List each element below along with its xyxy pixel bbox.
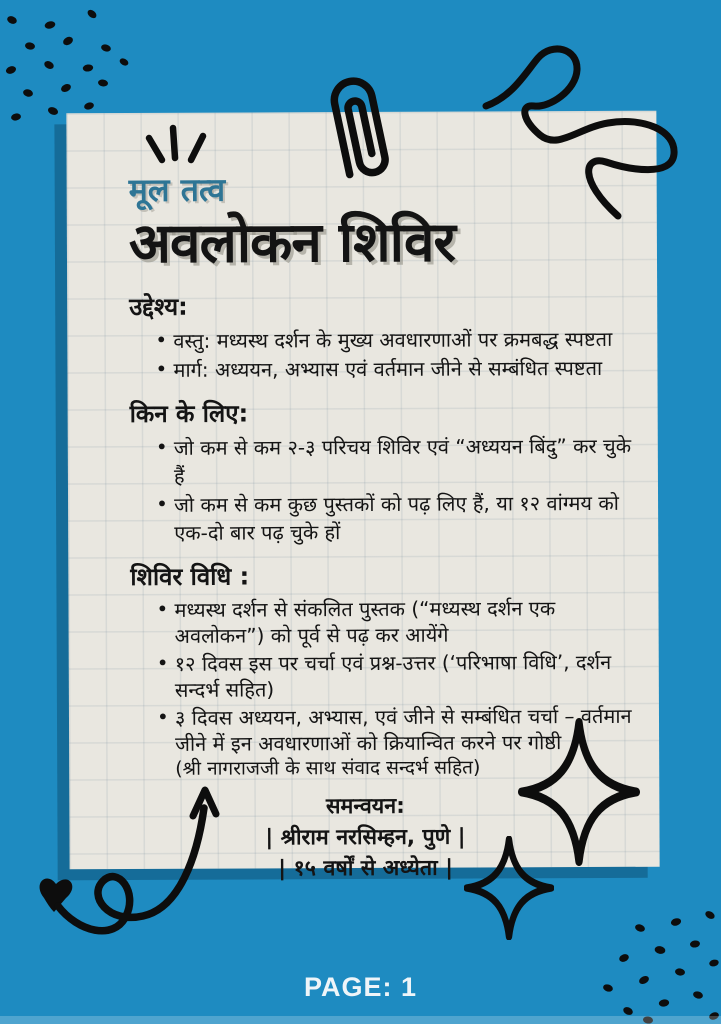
bullet-list xyxy=(129,325,639,384)
section-audience xyxy=(130,397,641,547)
list-item-text: ३ दिवस अध्ययन, अभ्यास, एवं जीने से सम्बंधित चर्चा – वर्तमान जीने में इन अवधारणाओं को क्रियान्वित करने पर गोष्ठी xyxy=(174,703,632,756)
coordinator-heading: समन्वयन: xyxy=(325,793,405,820)
list-item xyxy=(157,703,641,782)
section-heading: शिविर विधि : xyxy=(130,562,250,592)
kicker-text: मूल तत्व xyxy=(128,170,226,210)
list-item: • जो कम से कम २-३ परिचय शिविर एवं “अध्ययन बिंदु” कर चुके हैं xyxy=(156,432,640,490)
list-item-note: (श्री नागराजजी के साथ संवाद सन्दर्भ सहित) xyxy=(175,756,481,780)
list-item: • मध्यस्थ दर्शन से संकलित पुस्तक (“मध्यस्थ दर्शन एक अवलोकन”) को पूर्व से पढ़ कर आयेंगे xyxy=(156,595,640,649)
section-heading: किन के लिए: xyxy=(129,399,249,429)
list-item: • जो कम से कम कुछ पुस्तकों को पढ़ लिए हैं, या १२ वांग्मय को एक-दो बार पढ़ चुके हों xyxy=(156,489,640,547)
coordinator-experience: | १५ वर्षों से अध्येता | xyxy=(278,855,454,882)
coordinator-name: | श्रीराम नरसिम्हन, पुणे | xyxy=(265,824,466,851)
dots-pattern-top-left xyxy=(0,4,132,129)
coordinator-block xyxy=(89,790,641,885)
paper-card xyxy=(66,111,659,882)
section-heading: उद्देश्य: xyxy=(129,292,188,322)
dots-pattern-bottom-right xyxy=(596,906,721,1024)
page-number-label: PAGE: 1 xyxy=(303,972,418,1002)
section-objective xyxy=(129,290,639,384)
page-title: अवलोकन शिविर xyxy=(128,209,456,276)
bottom-strip xyxy=(0,1016,721,1024)
bullet-list xyxy=(130,432,640,547)
list-item: • मार्ग: अध्ययन, अभ्यास एवं वर्तमान जीने से सम्बंधित स्पष्टता xyxy=(155,354,639,384)
section-method xyxy=(130,560,641,782)
bullet-list xyxy=(130,595,641,782)
list-item: • १२ दिवस इस पर चर्चा एवं प्रश्न-उत्तर (‘परिभाषा विधि’, दर्शन सन्दर्भ सहित) xyxy=(157,649,641,703)
list-item: • वस्तु: मध्यस्थ दर्शन के मुख्य अवधारणाओं पर क्रमबद्ध स्पष्टता xyxy=(155,325,639,355)
